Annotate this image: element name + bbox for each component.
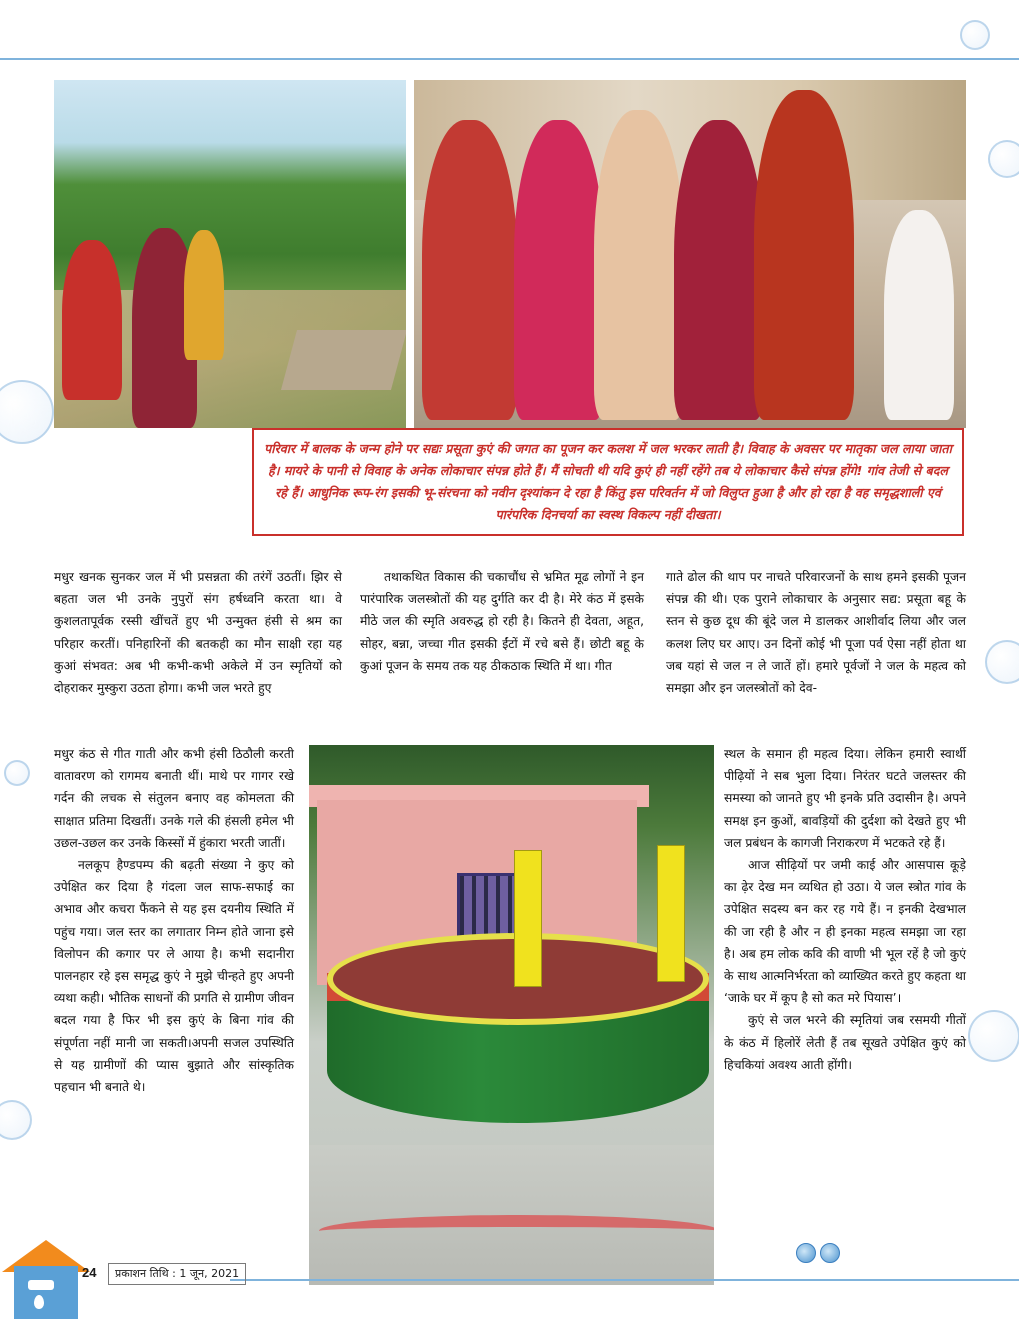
paragraph: तथाकथित विकास की चकाचौंध से भ्रमित मूढ लोगों ने इन पारंपारिक जलस्त्रोतों की यह दुर्गति कर दी है। मेरे कंठ में इसके मीठे जल की स्मृति अवरुद्ध हो रही है। कितने ही देवता, अहूत, सोहर, बन्ना, जच्चा गीत इसकी ईंटों में रचे बसे हैं। छोटी बहू के कुआं पूजन के समय तक यह ठीकठाक स्थिति में था। गीत: [360, 570, 644, 673]
photo-curb: [319, 1215, 714, 1247]
paragraph: स्थल के समान ही महत्व दिया। लेकिन हमारी स्वार्थी पीढ़ियों ने सब भुला दिया। निरंतर घटते जलस्तर की समस्या को जानते हुए भी इनके प्रति उदासीन है। अपने समक्ष इन कुओं, बावड़ियों की दुर्दशा को देखते हुए भी जल प्रबंधन के कागजी निराकरण में भटकते रहे हैं।: [724, 747, 966, 850]
bubble-decoration: [0, 1100, 32, 1140]
publication-date: प्रकाशन तिथि : 1 जून, 2021: [108, 1263, 246, 1285]
end-mark-icon: [796, 1243, 816, 1263]
end-mark-icon: [820, 1243, 840, 1263]
photo-figure: [594, 110, 684, 420]
photo-well-post: [657, 845, 685, 982]
column-2: [360, 566, 644, 677]
bubble-decoration: [988, 140, 1019, 178]
bubble-decoration: [968, 1010, 1019, 1062]
photo-village-well: [309, 745, 714, 1285]
house-body: [14, 1266, 78, 1319]
bubble-decoration: [4, 760, 30, 786]
photo-figure: [884, 210, 954, 420]
photo-figure: [754, 90, 854, 420]
column-3-wrap: [724, 743, 966, 1076]
photo-women-ritual: [414, 80, 966, 428]
paragraph: गाते ढोल की थाप पर नाचते परिवारजनों के साथ हमने इसकी पूजन संपन्न की थी। एक पुराने लोकाचार के अनुसार सद्य: प्रसूता बहू के स्तन से कुछ दूध की बूंदे जल मे डालकर आशीर्वाद लिया और जल कलश लिए घर आए। उन दिनों कोई भी पूजा पर्व ऐसा नहीं होता था जब यहां से जल न ले जातें हों। हमारे पूर्वजों ने जल के महत्व को समझा और इन जलस्त्रोतों को देव-: [666, 570, 966, 696]
bubble-decoration: [985, 640, 1019, 684]
photo-well-post: [514, 850, 542, 987]
bubble-decoration: [0, 380, 54, 444]
column-1-top: [54, 566, 342, 699]
photo-figure: [514, 120, 604, 420]
photo-figure: [674, 120, 764, 420]
bottom-rule: [230, 1279, 1019, 1281]
tap-icon: [28, 1280, 54, 1290]
paragraph: मधुर कंठ से गीत गाती और कभी हंसी ठिठौली करती वातावरण को रागमय बनाती थीं। माथे पर गागर रखे गर्दन की लचक से संतुलन बनाए वह कोमलता की साक्षात प्रतिमा दिखतीं। उनके गले की हंसली हमेल भी उछल-उछल कर उनके किस्सों में हुंकारा भरती जातीं।: [54, 747, 294, 850]
photo-figure: [422, 120, 517, 420]
photo-well-wall: [281, 330, 406, 390]
paragraph: आज सीढ़ियों पर जमी काई और आसपास कूड़े का ढ़ेर देख मन व्यथित हो उठा। ये जल स्त्रोत गांव के उपेक्षित सदस्य बन कर रह गये हैं। न इनकी देखभाल की जा रही है और न ही इनका महत्व समझा जा रहा है। अब हम लोक कवि की वाणी भी भूल रहें है जो कुएं के साथ आत्मनिर्भरता को व्याख्यित करते हुए कहता था ‘जाके घर में कूप है सो कत मरे पियास’।: [724, 858, 966, 1006]
house-tap-logo-icon: [0, 1240, 92, 1319]
column-1-wrap: [54, 743, 294, 1098]
paragraph: मधुर खनक सुनकर जल में भी प्रसन्नता की तरंगें उठतीं। झिर से बहता जल भी उनके नुपुरों संग हर्षध्वनि करता था। वे कुशलतापूर्वक रस्सी खींचतें हुए भी उन्मुक्त हंसी से श्रम का परिहार करतीं। पनिहारिनों की बतकही का मौन साक्षी रहा यह कुआं संभवत: अब भी कभी-कभी अकेले में उन स्मृतियों को दोहराकर मुस्कुरा उठता होगा। कभी जल भरते हुए: [54, 570, 342, 696]
page-number: 24: [82, 1265, 97, 1280]
water-drop-icon: [34, 1295, 44, 1309]
photo-women-near-well: [54, 80, 406, 428]
photo-figure: [62, 240, 122, 400]
paragraph: कुएं से जल भरने की स्मृतियां जब रसमयी गीतों के कंठ में हिलोरें लेती हैं तब सूखते उपेक्षित कुएं को हिचकियां अवश्य आती होंगी।: [724, 1013, 966, 1072]
bubble-decoration: [960, 20, 990, 50]
top-rule: [0, 58, 1019, 60]
photo-figure: [184, 230, 224, 360]
paragraph: नलकूप हैण्डपम्प की बढ़ती संख्या ने कुए को उपेक्षित कर दिया है गंदला जल साफ-सफाई का अभाव और कचरा फैंकने से यह इस दयनीय स्थिति में पहुंच गया। जल स्तर का लगातार निम्न होते जाना इसे विलोपन की कगार पर ले आया है। कभी सदानीरा पालनहार रहे इस समृद्ध कुएं ने मुझे चीन्हते हुए अपनी व्यथा कही। भौतिक साधनों की प्रगति से ग्रामीण जीवन बदल गया है फिर भी इस कुएं के बिना गांव की संपूर्णता नहीं मानी जा सकती।अपनी सजल उपस्थिति से यह ग्रामीणों की प्यास बुझाते और सांस्कृतिक पहचान भी बनाते थे।: [54, 858, 294, 1095]
photo-caption: परिवार में बालक के जन्म होने पर सद्यः प्रसूता कुएं की जगत का पूजन कर कलश में जल भरकर लाती है। विवाह के अवसर पर मातृका जल लाया जाता है। मायरे के पानी से विवाह के अनेक लोकाचार संपन्न होते हैं। मैं सोचती थी यदि कुएं ही नहीं रहेंगे तब ये लोकाचार कैसे संपन्न होंगे! गांव तेजी से बदल रहे हैं। आधुनिक रूप-रंग इसकी भू-संरचना को नवीन दृश्यांकन दे रहा है किंतु इस परिवर्तन में जो विलुप्त हुआ है और हो रहा है वह समृद्धशाली एवं पारंपरिक दिनचर्या का स्वस्थ विकल्प नहीं दीखता।: [252, 428, 964, 536]
column-3-top: [666, 566, 966, 699]
